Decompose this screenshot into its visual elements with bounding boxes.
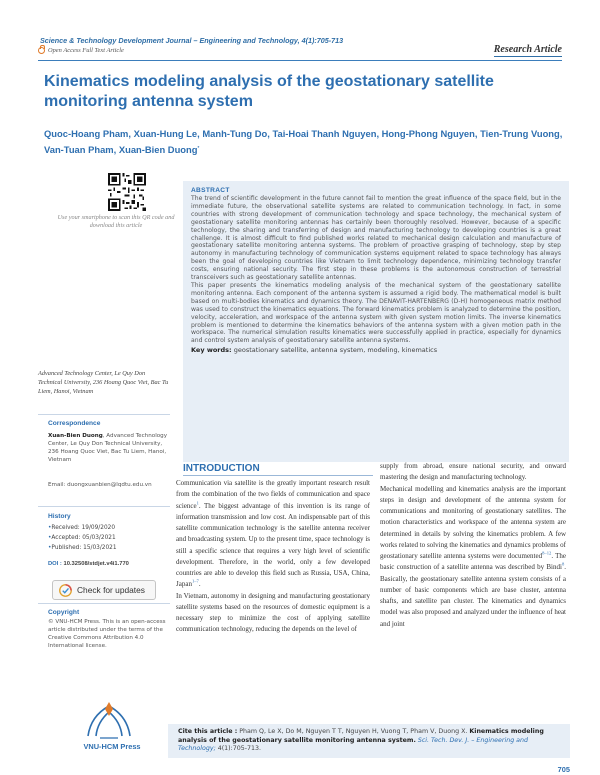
introduction-heading: INTRODUCTION [183,463,260,474]
body-column-left [176,478,370,636]
history-accepted: • Accepted: 05/03/2021 [48,534,117,544]
citation-title: Kinematics modeling analysis of the geostationary satellite monitoring antenna system. [178,728,544,744]
abstract-paragraph: This paper presents the kinematics modeling analysis of the mechanical system of the geostationary satellite monitoring antenna. Each component of the antenna system is assumed a rigid body. The mathematical model is built based on multi-bodies kinematics and dynamics theory. The DENAVIT-HARTENBERG (D-H) homogeneous matrix method was used to construct the kinematics equations. The forward kinematics problem is analyzed to determine the position, velocity, acceleration, and workspace of the antenna system with given system motion limits. The inverse kinematics problem is mentioned to determine the kinematics behaviors of the antenna system with a given motion path in the workspace. The numerical simulation results kinematics were successfully applied in practice, especially for dynamics and control system analysis of geostationary satellite antenna systems. [191,281,561,345]
qr-code-icon[interactable] [108,173,146,211]
citation-journal: Sci. Tech. Dev. J. – Engineering and Technology; [178,736,529,753]
email-link[interactable]: Email: duongxuanbien@lqdtu.edu.vn [48,482,152,488]
body-paragraph [176,478,370,591]
doi-label: DOI : [48,561,62,567]
citation-ref[interactable]: 8 [561,561,565,567]
history-heading: History [48,513,71,520]
text-run: . The biggest advantage of this invention is its range of information transmission and low cost. An indispensable part of this satellite communication technology is the satellite antenna receiver and broadcasting system. Up to the present time, space technology is still a specific science that requires a very high level of scientific development. Therefore, in the world, only a few developed countries are able to develop this field such as Russia, USA, China, Japan [176,501,370,589]
page-number: 705 [557,765,570,774]
body-column-right [380,461,566,630]
doi-link[interactable]: 10.32508/stdjet.v4i1.770 [63,561,129,567]
abstract-paragraph: The trend of scientific development in the future cannot fail to mention the great influence of the space field, but in the immediate future, the observational satellite systems are related to communication technology. In fact, in some countries with strong development of communication technology and space technology, the mechanical system of geostationary satellite monitoring antennas has certainly been thoroughly resolved. However, because of a specific technology, the sharing and transferring of design and manufacturing technology to developing countries is a great challenge. It is almost difficult to find published works related to mechanical design calculation and manufacture of geostationary satellite monitoring antenna systems. The problem of proactive grasping of technology, step by step autonomy in manufacturing technology of communication systems equipment related to space technology has always been the goal of developing countries like Vietnam to limit technology dependence, minimizing technology transfer costs, ensuring national security. The first step in these problems is the autonomous construction of terrestrial transceivers such as geostationary satellite antennas. [191,195,561,282]
authors-text: Quoc-Hoang Pham, Xuan-Hung Le, Manh-Tung Do, Tai-Hoai Thanh Nguyen, Hong-Phong Nguyen, Tien-Trung Vuong, Van-Tuan Pham, Xuan-Bien Duong [44,128,563,155]
sidebar-divider [38,414,170,415]
citation-authors: Pham Q, Le X, Do M, Nguyen T T, Nguyen H, Vuong T, Pham V, Duong X. [237,728,470,735]
publisher-name: VNU-HCM Press [83,742,141,751]
abstract-heading: ABSTRACT [191,187,230,194]
sidebar-divider [38,506,170,507]
text-run: Communication via satellite is the greatly important research result from the combination of the two fields of communication and space science [176,479,370,510]
correspondence-text [48,432,172,464]
header-divider [38,60,562,61]
citation-label: Cite this article : [178,728,238,735]
check-for-updates-button[interactable] [52,580,156,600]
corresponding-mark: * [197,144,200,150]
sidebar-divider [38,603,170,604]
text-run: . [198,580,201,589]
open-access-text: Open Access Full Text Article [48,47,124,54]
citation-ref[interactable]: 1 [196,500,199,506]
article-type: Research Article [493,44,562,55]
abstract-text [191,195,561,345]
journal-line: Science & Technology Development Journal – Engineering and Technology, 4(1):705-713 [40,36,344,45]
text-run: . The basic construction of a satellite antenna was described by Bindi [380,552,566,572]
copyright-heading: Copyright [48,609,80,616]
citation-box [168,724,570,758]
keywords-label: Key words: [191,346,232,355]
abstract-box [183,181,569,462]
author-list [44,126,564,158]
history-published: • Published: 15/03/2021 [48,544,117,554]
correspondence-heading: Correspondence [48,420,101,427]
citation-ref[interactable]: 8–12 [542,550,552,556]
body-paragraph [380,484,566,630]
citation-volume: 4(1):705-713. [215,745,262,753]
qr-caption: Use your smartphone to scan this QR code and download this article [57,214,175,230]
keywords [191,346,561,354]
correspondence-address: , Advanced Technology Center, Le Quy Don Technical University, 236 Hoang Quoc Viet, Bac Tu Liem, Hanoi, Vietnam [48,433,168,463]
text-run: . Basically, the geostationary satellite antenna system consists of a number of basic components which are base cluster, antenna shafts, and satellite pan cluster. The kinematics and dynamics model was also proposed and analyzed under the influence of heat and joint [380,563,566,628]
affiliation: Advanced Technology Center, Le Quy Don Technical University, 236 Hoang Quoc Viet, Bac Tu Liem, Hanoi, Vietnam [38,370,169,396]
open-access-label [38,47,124,54]
open-access-icon [38,47,45,54]
body-paragraph: supply from abroad, ensure national security, and onward mastering the design and manufacturing technology. [380,462,566,482]
history-received: • Received: 19/09/2020 [48,524,117,534]
correspondence-name: Xuan-Bien Duong [48,433,103,439]
citation-ref[interactable]: 1–7 [191,578,199,584]
check-updates-label: Check for updates [77,585,145,595]
body-paragraph: In Vietnam, autonomy in designing and manufacturing geostationary satellite systems based on the resources of domestic equipment is a necessary step to minimize the cost of applying satellite communication technology, reducing the depends on the level of [176,591,370,634]
history-list [48,524,117,553]
doi [48,561,129,567]
introduction-divider [183,475,373,476]
article-title: Kinematics modeling analysis of the geostationary satellite monitoring antenna system [44,73,494,110]
keywords-text: geostationary satellite, antenna system, modeling, kinematics [233,346,438,355]
copyright-text: © VNU-HCM Press. This is an open-access article distributed under the terms of the Creative Commons Attribution 4.0 International license. [48,619,166,649]
check-updates-icon [59,584,72,597]
text-run: Mechanical modelling and kinematics analysis are the important steps in design and development of the antenna system for communications and monitoring of geostationary satellites. The motion characteristics and workspace of the antenna system are determined in details by solving the kinematics problem. A few works related to solving the kinematics and dynamics problems of geostationary satellite antenna systems were documented [380,484,566,560]
